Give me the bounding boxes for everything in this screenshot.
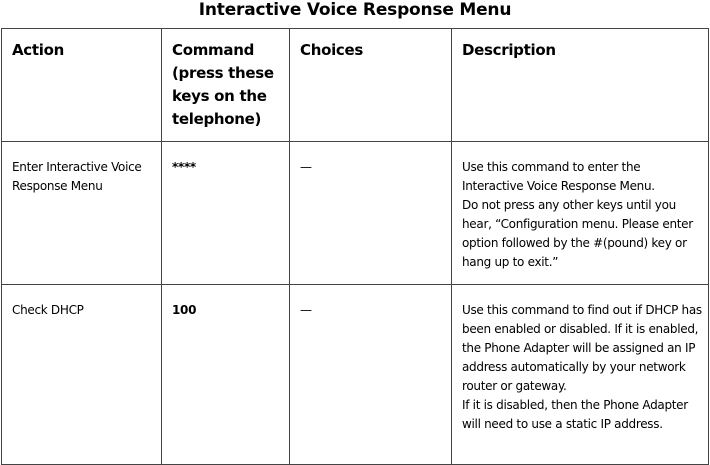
column-header-command: Command (press these keys on the telephone) — [162, 29, 290, 142]
column-header-description: Description — [452, 29, 709, 142]
ivr-menu-table — [1, 28, 709, 465]
table-row — [2, 285, 709, 465]
page-title: Interactive Voice Response Menu — [198, 0, 512, 20]
table-header-row — [2, 29, 709, 142]
description-paragraph: Use this command to enter the Interactive Voice Response Menu. — [462, 160, 655, 193]
column-header-action: Action — [2, 29, 162, 142]
command-cell: 100 — [162, 285, 290, 465]
table-row — [2, 142, 709, 285]
choices-cell: — — [290, 142, 452, 285]
description-cell — [452, 285, 709, 465]
description-paragraph: Use this command to find out if DHCP has been enabled or disabled. If it is enabled, the Phone Adapter will be assigned an IP address automatically by your network router or gateway. — [462, 303, 702, 393]
command-cell: **** — [162, 142, 290, 285]
action-cell: Enter Interactive Voice Response Menu — [2, 142, 162, 285]
description-paragraph: If it is disabled, then the Phone Adapter will need to use a static IP address. — [462, 398, 688, 431]
action-cell: Check DHCP — [2, 285, 162, 465]
description-paragraph: Do not press any other keys until you hear, “Configuration menu. Please enter option followed by the #(pound) key or hang up to exit.” — [462, 198, 693, 269]
column-header-choices: Choices — [290, 29, 452, 142]
choices-cell: — — [290, 285, 452, 465]
description-cell — [452, 142, 709, 285]
